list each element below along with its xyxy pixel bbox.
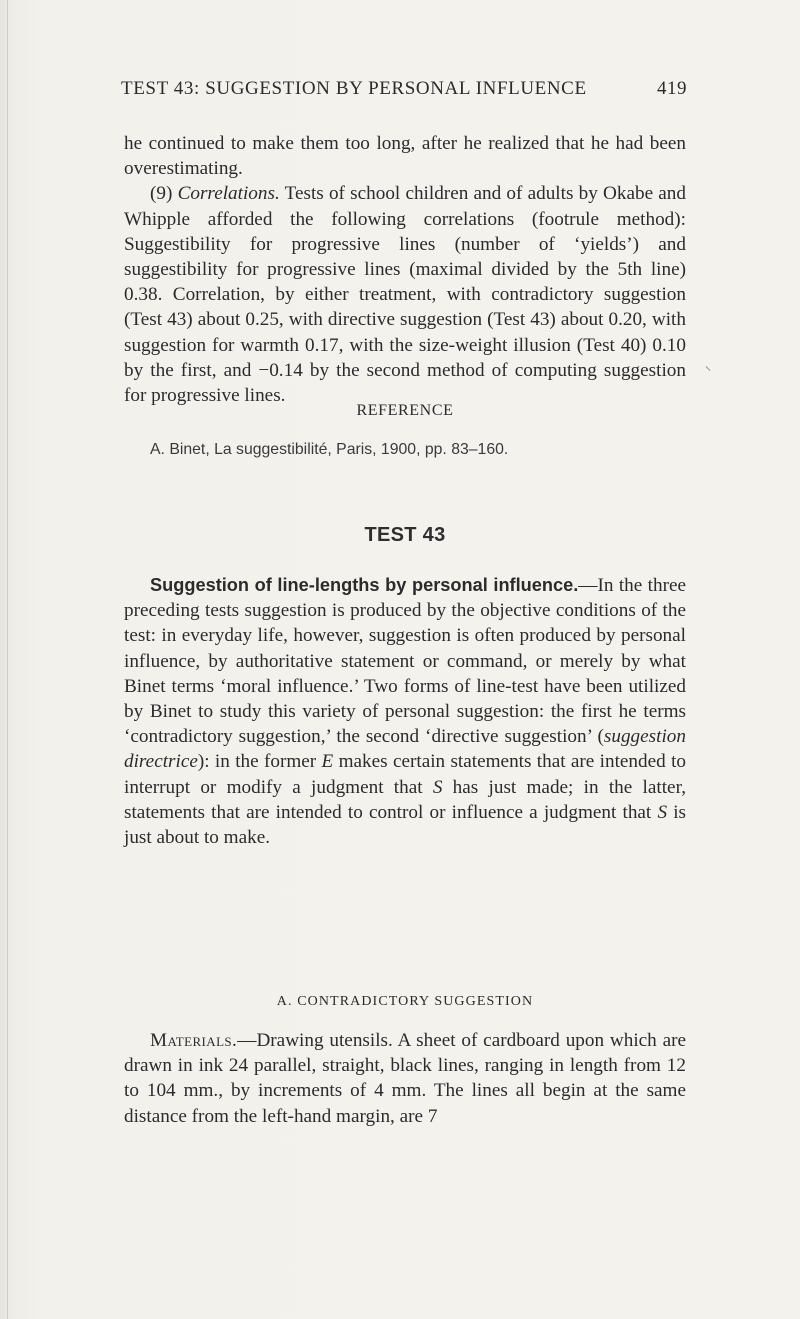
test-intro-paragraph [124, 573, 686, 850]
page-gutter-edge [7, 0, 8, 1319]
section-a-heading: A. CONTRADICTORY SUGGESTION [276, 994, 534, 1009]
correlations-text: Tests of school children and of adults by Okabe and Whipple afforded the following correlations (footrule method): Suggestibility for progressive lines (number of ‘yields’) and suggestibility for progressive lines (maximal divided by the 5th line) 0.38. Correlation, by either treatment, with contradictory suggestion (Test 43) about 0.25, with directive suggestion (Test 43) about 0.20, with suggestion for warmth 0.17, with the size-weight illusion (Test 40) 0.10 by the first, and −0.14 by the second method of computing suggestion for progressive lines. [124, 183, 686, 407]
var-s-second: S [657, 801, 668, 823]
materials-paragraph [124, 1028, 686, 1129]
running-title: TEST 43: SUGGESTION BY PERSONAL INFLUENCE [121, 78, 587, 99]
running-head [121, 78, 687, 100]
paragraph-continuation [124, 131, 686, 408]
materials-label: Materials. [150, 1030, 238, 1051]
continued-text: he continued to make them too long, after he realized that he had been overestimating. [124, 133, 686, 180]
var-s: S [432, 776, 443, 798]
correlations-heading: Correlations. [177, 183, 280, 205]
reference-citation: A. Binet, La suggestibilité, Paris, 1900, pp. 83–160. [150, 441, 509, 458]
item-number: (9) [150, 183, 178, 205]
intro-text-b: ): in the former [197, 751, 322, 773]
reference-heading: REFERENCE [356, 402, 454, 419]
intro-italic: suggestion directrice [124, 726, 686, 773]
var-e: E [321, 751, 334, 773]
intro-text-c: makes certain statements that are intended to interrupt or modify a judgment that [124, 751, 686, 798]
stray-mark [706, 366, 711, 371]
test-title: TEST 43 [364, 524, 446, 546]
correlations-paragraph [124, 181, 686, 408]
intro-heading: Suggestion of line-lengths by personal influence. [150, 575, 579, 595]
page-number: 419 [657, 78, 687, 99]
intro-text-e: is just about to make. [124, 801, 686, 849]
intro-text-d: has just made; in the latter, statements that are intended to control or influence a judgment that [124, 776, 686, 823]
materials-text: —Drawing utensils. A sheet of cardboard upon which are drawn in ink 24 parallel, straight, black lines, ranging in length from 12 to 104 mm., by increments of 4 mm. The lines all begin at the same distance from the left-hand margin, are 7 [124, 1030, 686, 1127]
intro-text-a: —In the three preceding tests suggestion is produced by the objective conditions of the test: in everyday life, however, suggestion is often produced by personal influence, by authoritative statement or command, or merely by what Binet terms ‘moral influence.’ Two forms of line-test have been utilized by Binet to study this variety of personal suggestion: the first he terms ‘contradictory suggestion,’ the second ‘directive suggestion’ ( [124, 575, 686, 748]
